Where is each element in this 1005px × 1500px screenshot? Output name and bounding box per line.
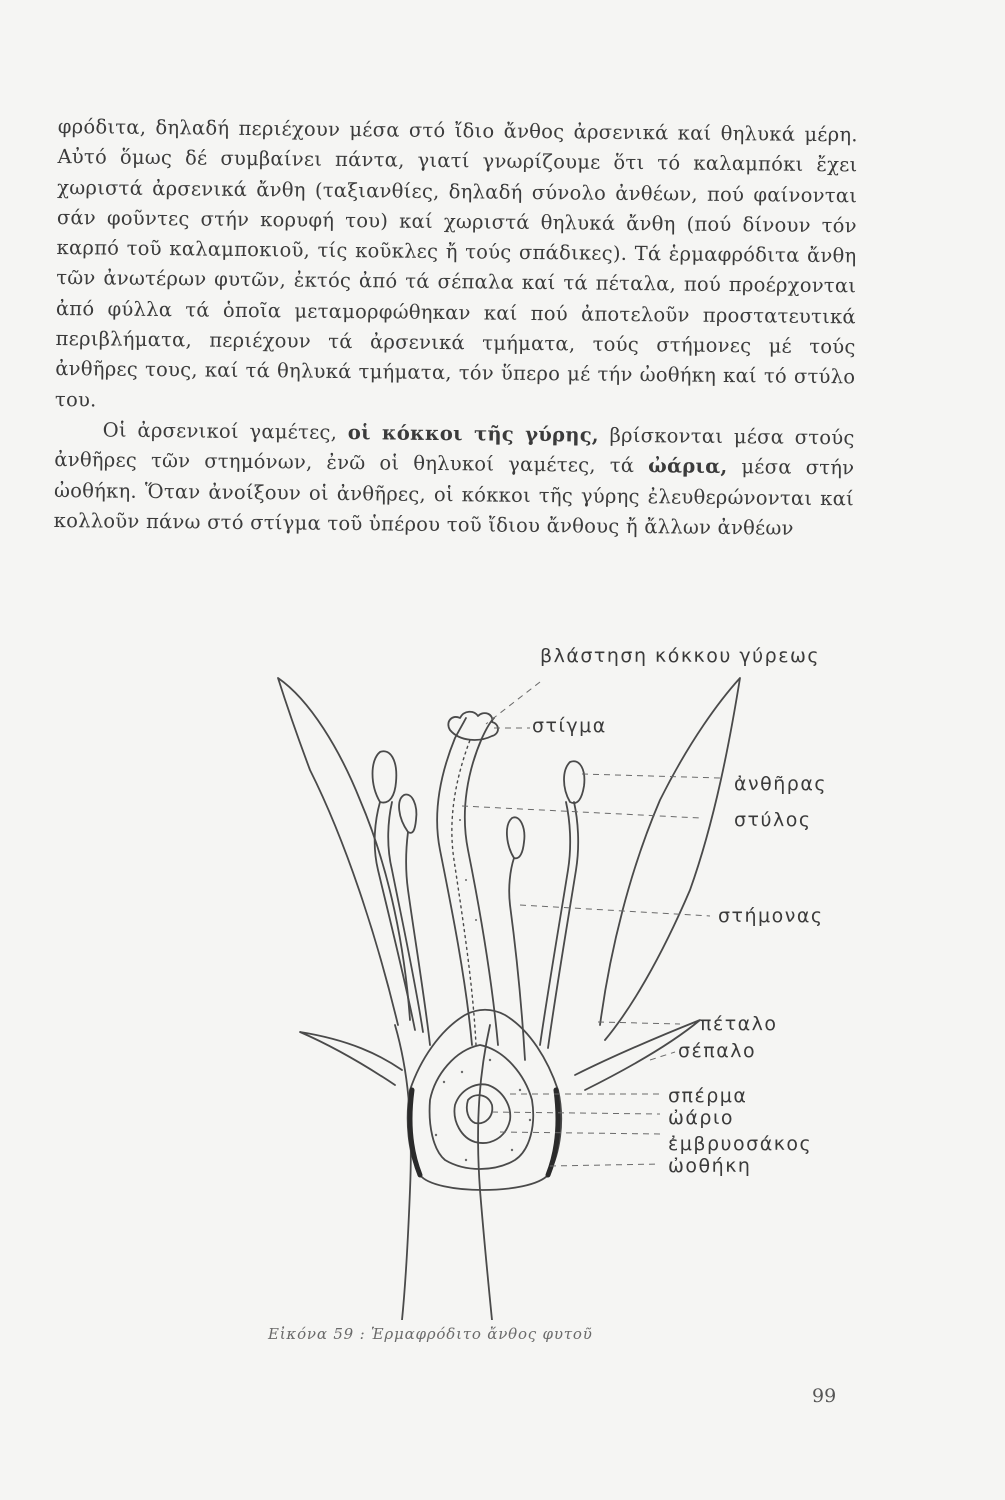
label-ovary: ὠοθήκη [668,1155,752,1177]
anther-left-1 [373,751,397,802]
pollen-stipple [435,819,531,1161]
label-pollen-germination: βλάστηση κόκκου γύρεως [540,645,821,667]
style-outline [437,718,498,1045]
bold-term: οἱ κόκκοι τῆς γύρης, [347,421,600,447]
bold-term: ὠάρια, [648,454,728,479]
flower-illustration [230,620,870,1320]
anther-left-2 [399,795,416,833]
text-run: φρόδιτα, δηλαδή περιέχουν μέσα στό ἴδιο ἄνθος ἀρσενικά καί θηλυκά μέρη. Αὐτό ὅμως δέ συμβαίνει πάντα, γιατί γνωρίζουμε ὅτι τό καλαμπόκι ἔχει χωριστά ἀρσενικά ἄνθη (ταξιανθίες, δηλαδή σύνολο ἀνθέων, πού φαίνονται σάν φοῦντες στήν κορυφή του) καί χωριστά θηλυκά ἄνθη (πού δίνουν τόν καρπό τοῦ καλαμποκιοῦ, τίς κοῦκλες ἤ τούς σπάδικες). Τά ἑρμαφρόδιτα ἄνθη τῶν ἀνωτέρων φυτῶν, ἐκτός ἀπό τά σέπαλα καί τά πέταλα, πού προέρχονται ἀπό φύλλα τά ὁποῖα μεταμορφώθηκαν καί πού ἀποτελοῦν προστατευτικά περιβλήματα, περιέχουν τά ἀρσενικά τμήματα, τούς στήμονες μέ τούς ἀνθῆρες τους, καί τά θηλυκά τμήματα, τόν ὕπερο μέ τήν ὠοθήκη καί τό στύλο του. [54,114,858,412]
paragraph-2 [54,415,855,545]
figure-caption: Εἰκόνα 59 : Ἑρμαφρόδιτο ἄνθος φυτοῦ [268,1325,593,1343]
stamen-left-1 [375,802,423,1032]
left-sepal-outline [300,1032,402,1085]
stamen-right-1 [540,802,578,1048]
embryo-sac-outline [454,1084,510,1143]
body-text [54,112,858,545]
text-run: βρίσκονται μέσα στούς ἀνθῆρες τῶν στημόνων, ἐνῶ οἱ θηλυκοί γαμέτες, τά [54,423,855,478]
stamen-right-2 [509,858,525,1060]
right-petal-outline [600,678,740,1040]
page-number: 99 [812,1385,837,1407]
pollen-tube [452,740,476,1045]
text-run: μέσα στήν ὠοθήκη. Ὅταν ἀνοίξουν οἱ ἀνθῆρες, οἱ κόκκοι τῆς γύρης ἐλευθερώνονται καί κολλοῦν πάνω στό στίγμα τοῦ ὑπέρου τοῦ ἴδιου ἄνθους ἤ ἄλλων ἀνθέων [53,455,855,540]
text-run: Οἱ ἀρσενικοί γαμέτες, [102,418,348,445]
label-ovule: ὠάριο [668,1107,735,1129]
anther-right-2 [507,817,524,858]
label-style: στύλος [734,809,812,831]
label-petal: πέταλο [700,1013,778,1035]
flower-diagram [230,620,870,1320]
paragraph-1 [55,112,858,423]
left-petal-outline [278,678,410,1025]
stigma-outline [448,712,498,740]
ovary-cavity-outline [430,1045,534,1169]
label-stamen: στήμονας [718,905,824,927]
label-anther: ἀνθῆρας [734,773,828,795]
anther-right-1 [564,761,584,803]
label-stigma: στίγμα [532,715,607,737]
label-seed: σπέρμα [668,1085,748,1107]
label-sepal: σέπαλο [678,1040,757,1062]
label-embryo-sac: ἐμβρυοσάκος [668,1133,813,1155]
